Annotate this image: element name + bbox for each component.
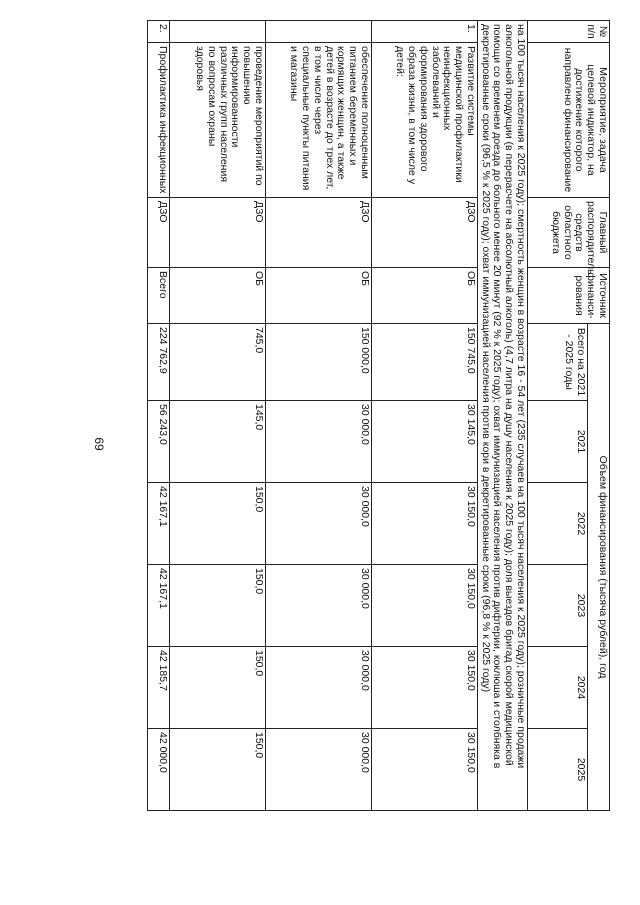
header-year: 2024 [528,647,588,729]
header-manager: Главный распорядитель средств областного бюджета [528,198,610,268]
page-number: 69 [92,437,106,451]
row-source: ОБ [266,268,372,324]
row-y2025: 30 150,0 [372,729,478,811]
row-y2023: 150,0 [170,565,266,647]
indicators-text: на 100 тысяч населения к 2025 году); смертность женщин в возрасте 16 - 54 лет (235 случаев на 100 тысяч населения к 2025 году); розничные продажи алкогольной продукции (в перерасчете на абсолютный алкоголь) (4,7 литра на душу населения к 2025 году); доля выездов бригад скорой медицинской помощи со временем доезда до больного менее 20 минут (92 % к 2025 году); охват иммунизацией населения против дифтерии, коклюша и столбняка в декретированные сроки (96,5 % к 2025 году); охват иммунизацией населения против кори в декретированные сроки (96,8 % к 2025 году) [478,21,528,811]
row-total: 150 745,0 [372,324,478,401]
row-source: Всего [148,268,170,324]
row-y2023: 42 167,1 [148,565,170,647]
header-year: 2021 [528,401,588,483]
header-source: Источник финанси-рования [528,268,610,324]
row-total: 150 000,0 [266,324,372,401]
row-event: обеспечение полноценным питанием беременных и кормящих женщин, а также детей в возрасте до трех лет, в том числе через специальные пункты питания и магазины [266,43,372,198]
row-y2025: 42 000,0 [148,729,170,811]
row-num: 1. [372,21,478,43]
row-source: ОБ [372,268,478,324]
row-y2022: 30 000,0 [266,483,372,565]
row-num: 2. [148,21,170,43]
row-y2021: 30 145,0 [372,401,478,483]
row-y2021: 145,0 [170,401,266,483]
table-row [372,21,478,811]
row-y2022: 42 167,1 [148,483,170,565]
header-year: 2025 [528,729,588,811]
row-y2024: 42 185,7 [148,647,170,729]
header-row [588,21,610,811]
row-manager: ДЗО [170,198,266,268]
row-y2025: 30 000,0 [266,729,372,811]
row-total: 224 762,9 [148,324,170,401]
row-y2025: 150,0 [170,729,266,811]
row-event: проведение мероприятий по повышению информированности различных групп населения по вопросам охраны здоровья [170,43,266,198]
row-y2023: 30 000,0 [266,565,372,647]
row-total: 745,0 [170,324,266,401]
row-num [170,21,266,43]
indicators-row [478,21,528,811]
table-row [148,21,170,811]
row-source: ОБ [170,268,266,324]
header-total: Всего на 2021 - 2025 годы [528,324,588,401]
row-num [266,21,372,43]
header-year: 2023 [528,565,588,647]
row-event: Профилактика инфекционных [148,43,170,198]
row-y2022: 150,0 [170,483,266,565]
row-y2022: 30 150,0 [372,483,478,565]
header-volume: Объем финансирования (тысяча рублей), год [588,324,610,811]
row-y2021: 56 243,0 [148,401,170,483]
financing-table [147,20,610,811]
header-event: Мероприятие, задача целевой индикатор, на достижение которого направлено финансирование [528,43,610,198]
row-manager: ДЗО [148,198,170,268]
table-row [266,21,372,811]
row-manager: ДЗО [372,198,478,268]
row-y2023: 30 150,0 [372,565,478,647]
row-y2021: 30 000,0 [266,401,372,483]
row-manager: ДЗО [266,198,372,268]
row-y2024: 150,0 [170,647,266,729]
header-year: 2022 [528,483,588,565]
table-row [170,21,266,811]
row-y2024: 30 000,0 [266,647,372,729]
row-y2024: 30 150,0 [372,647,478,729]
header-num: № п/п [528,21,610,43]
row-event: Развитие системы медицинской профилактики неинфекционных заболеваний и формирования здорового образа жизни, в том числе у детей: [372,43,478,198]
